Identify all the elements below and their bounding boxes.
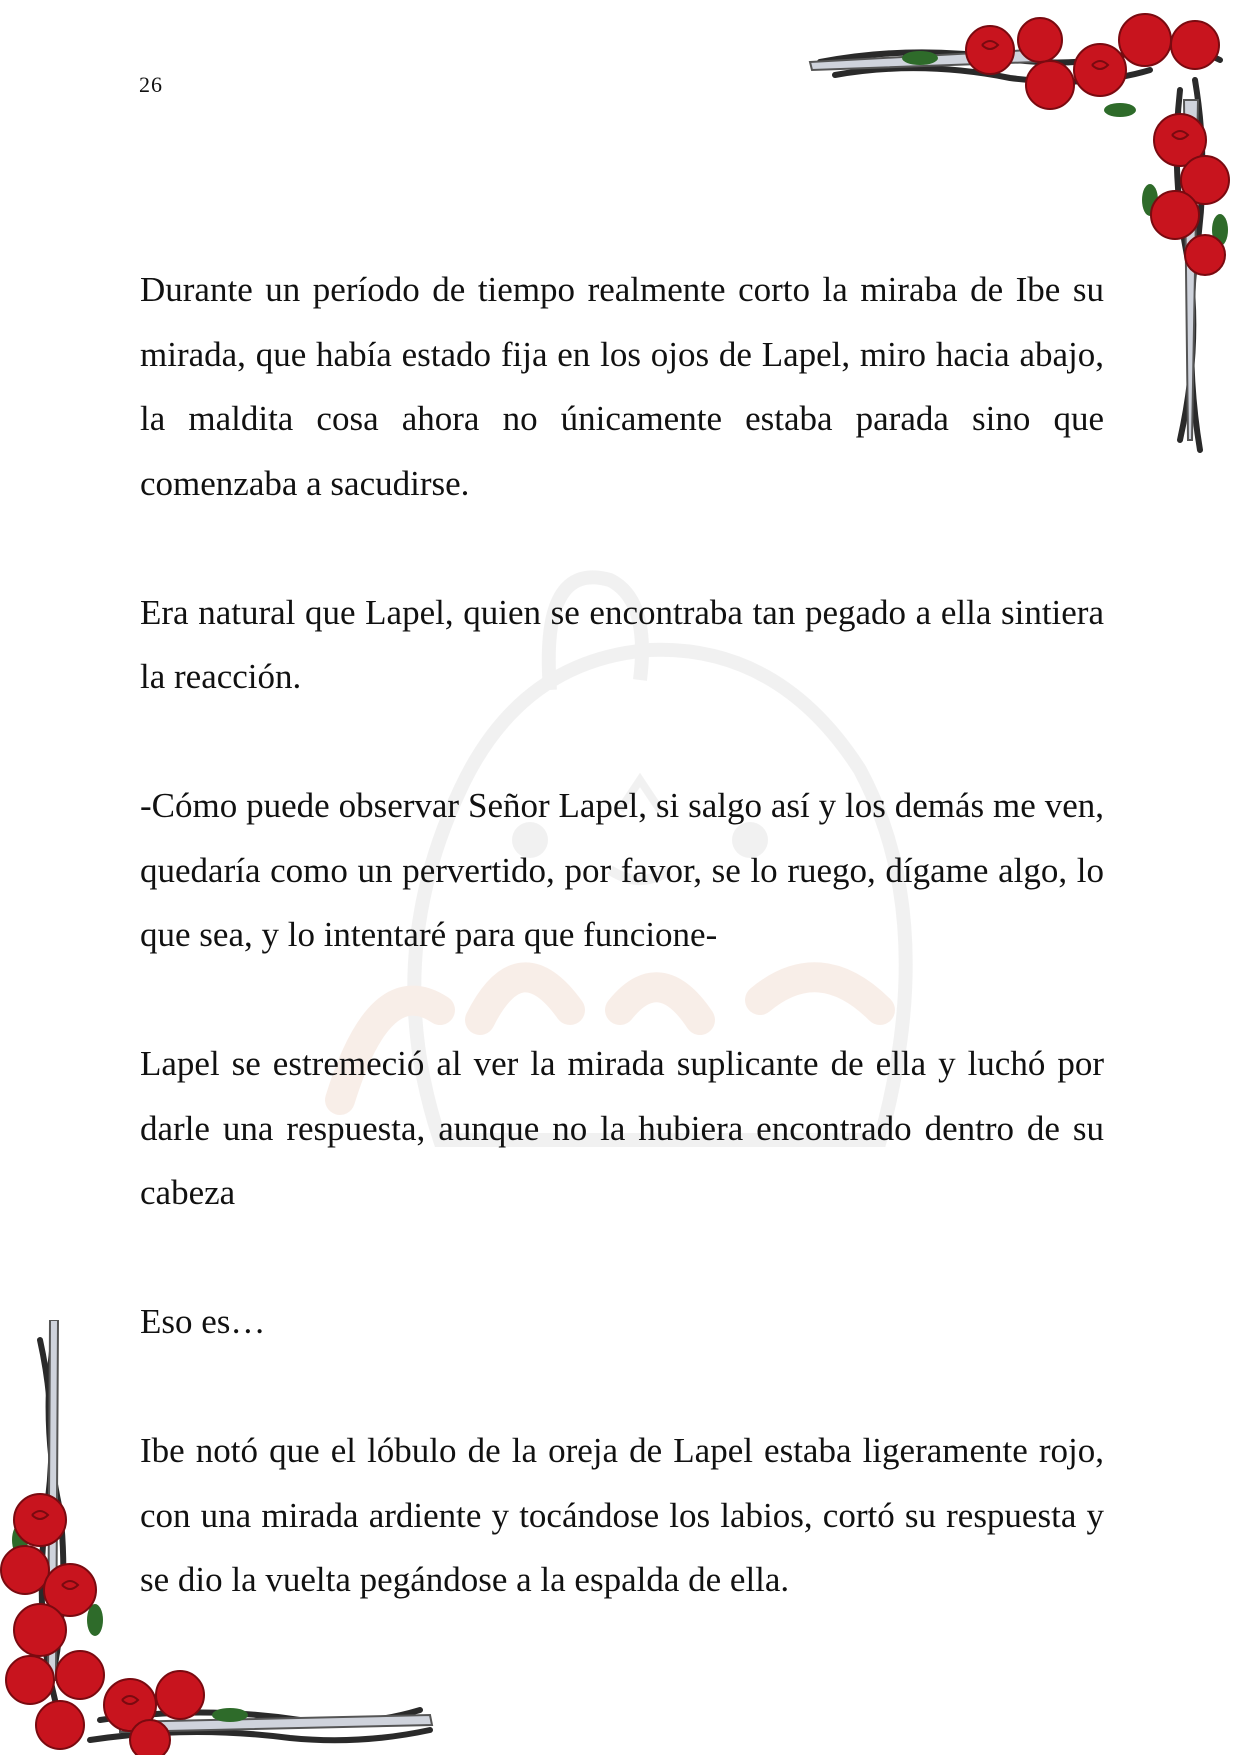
paragraph-4: Lapel se estremeció al ver la mirada suplicante de ella y luchó por darle una respuesta, aunque no la hubiera encontrado dentro de su cabeza	[140, 1044, 1104, 1212]
paragraph-3-dialogue: -Cómo puede observar Señor Lapel, si salgo así y los demás me ven, quedaría como un pervertido, por favor, se lo ruego, dígame algo, lo que sea, y lo intentaré para que funcione-	[140, 786, 1104, 954]
paragraph-6: Ibe notó que el lóbulo de la oreja de Lapel estaba ligeramente rojo, con una mirada ardiente y tocándose los labios, cortó su respuesta y se dio la vuelta pegándose a la espalda de ella.	[140, 1431, 1104, 1599]
page-number: 26	[139, 72, 163, 97]
paragraph-5: Eso es…	[140, 1302, 266, 1341]
body-text	[140, 258, 1104, 1613]
paragraph-1: Durante un período de tiempo realmente corto la miraba de Ibe su mirada, que había estado fija en los ojos de Lapel, miro hacia abajo, la maldita cosa ahora no únicamente estaba parada sino que comenzaba a sacudirse.	[140, 270, 1104, 503]
paragraph-2: Era natural que Lapel, quien se encontraba tan pegado a ella sintiera la reacción.	[140, 592, 1104, 696]
